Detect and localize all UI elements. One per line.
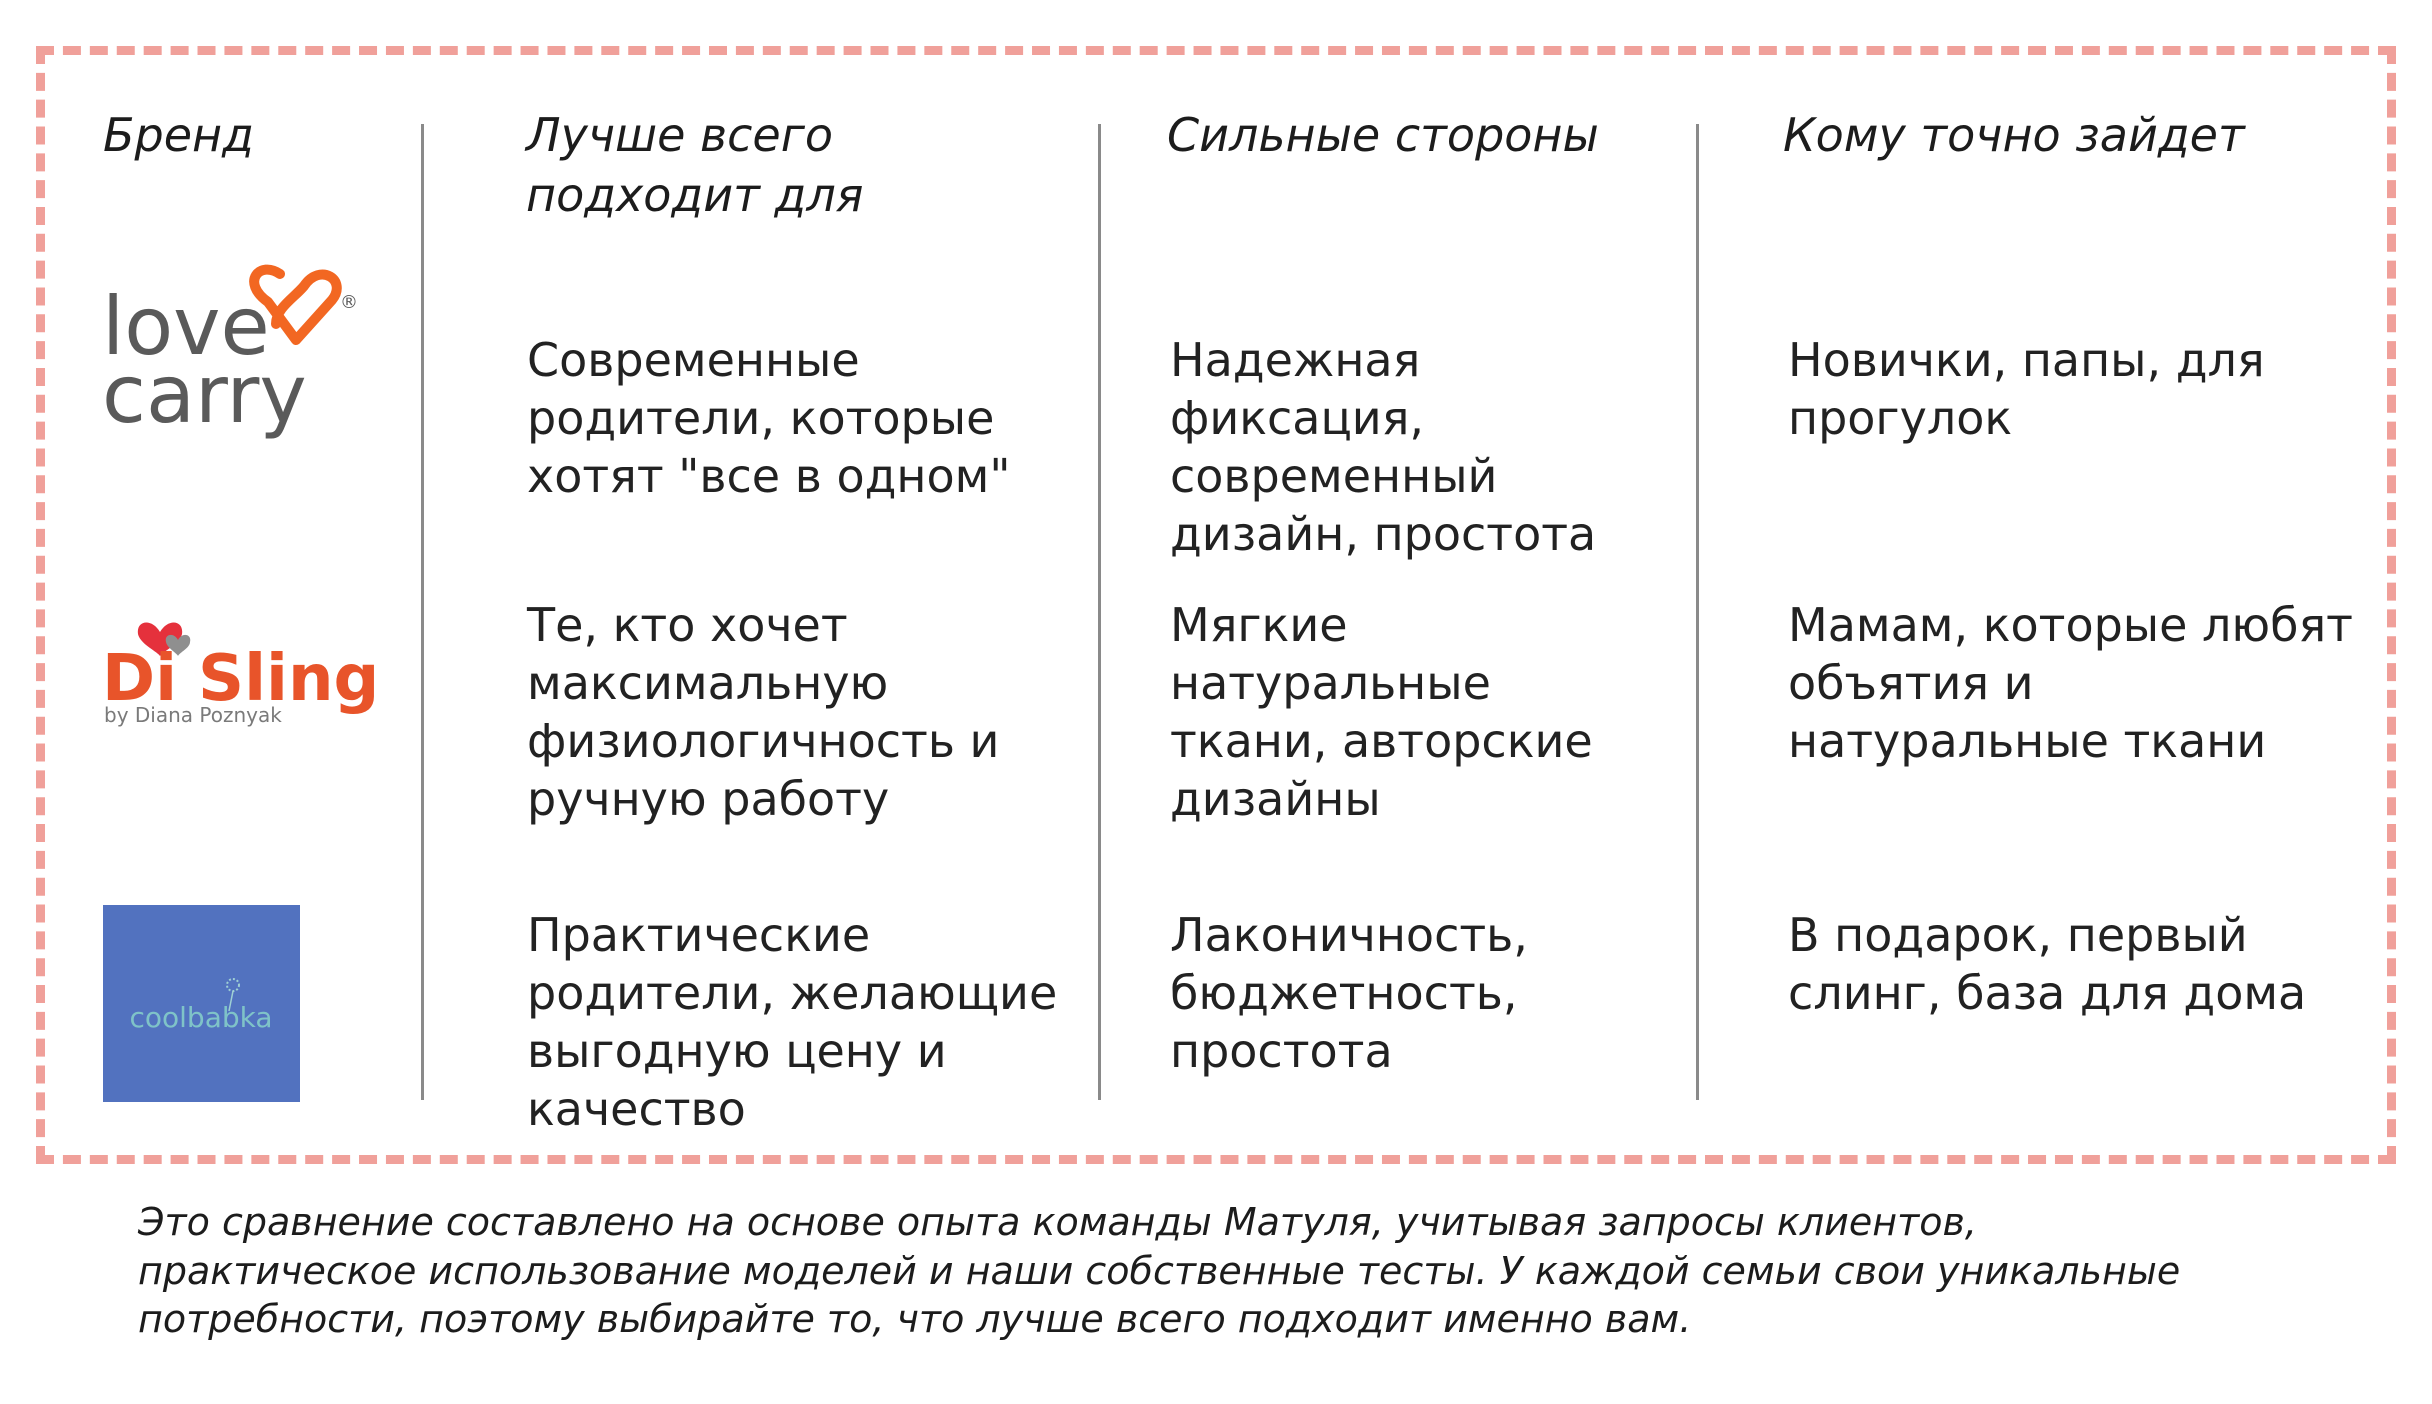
- row2-fits: Мамам, которые любят объятия и натуральные ткани: [1788, 598, 2353, 768]
- disling-logo: [100, 606, 380, 727]
- footnote: Это сравнение составлено на основе опыта команды Матуля, учитывая запросы клиентов, практическое использование моделей и наши собственные тесты. У каждой семьи свои уникальные потребности, поэтому выбирайте то, что лучше всего подходит именно вам.: [138, 1200, 2181, 1341]
- lovecarry-word-carry: carry: [102, 348, 307, 441]
- header-fits: Кому точно зайдет: [1783, 108, 2245, 162]
- header-brand: Бренд: [103, 108, 254, 162]
- header-best-for: Лучше всего подходит для: [526, 108, 864, 222]
- coolbabka-logo: [103, 905, 300, 1102]
- row1-best-for: Современные родители, которые хотят "все в одном": [527, 333, 1011, 503]
- column-divider-2: [1098, 124, 1101, 1100]
- row1-strengths: Надежная фиксация, современный дизайн, простота: [1170, 333, 1597, 561]
- row2-strengths: Мягкие натуральные ткани, авторские дизайны: [1170, 598, 1593, 826]
- row2-best-for: Те, кто хочет максимальную физиологичность и ручную работу: [527, 598, 1000, 826]
- registered-mark: ®: [340, 292, 358, 313]
- disling-logo-graphic: [100, 606, 380, 727]
- dandelion-icon: [227, 979, 239, 991]
- row3-fits: В подарок, первый слинг, база для дома: [1788, 908, 2307, 1020]
- lovecarry-logo: [100, 262, 370, 452]
- coolbabka-logo-graphic: [103, 905, 300, 1102]
- column-divider-3: [1696, 124, 1699, 1100]
- lovecarry-word-love: love: [102, 280, 270, 373]
- column-divider-1: [421, 124, 424, 1100]
- header-strengths: Сильные стороны: [1167, 108, 1599, 162]
- lovecarry-logo-graphic: [100, 262, 370, 452]
- disling-word-sling: Sling: [198, 642, 380, 716]
- row3-strengths: Лаконичность, бюджетность, простота: [1170, 908, 1528, 1078]
- disling-word-di: Di: [102, 642, 178, 716]
- row1-fits: Новички, папы, для прогулок: [1788, 333, 2265, 445]
- disling-subtitle: by Diana Poznyak: [104, 703, 282, 727]
- coolbabka-wordmark: coolbabka: [129, 1001, 273, 1034]
- row3-best-for: Практические родители, желающие выгодную цену и качество: [527, 908, 1058, 1136]
